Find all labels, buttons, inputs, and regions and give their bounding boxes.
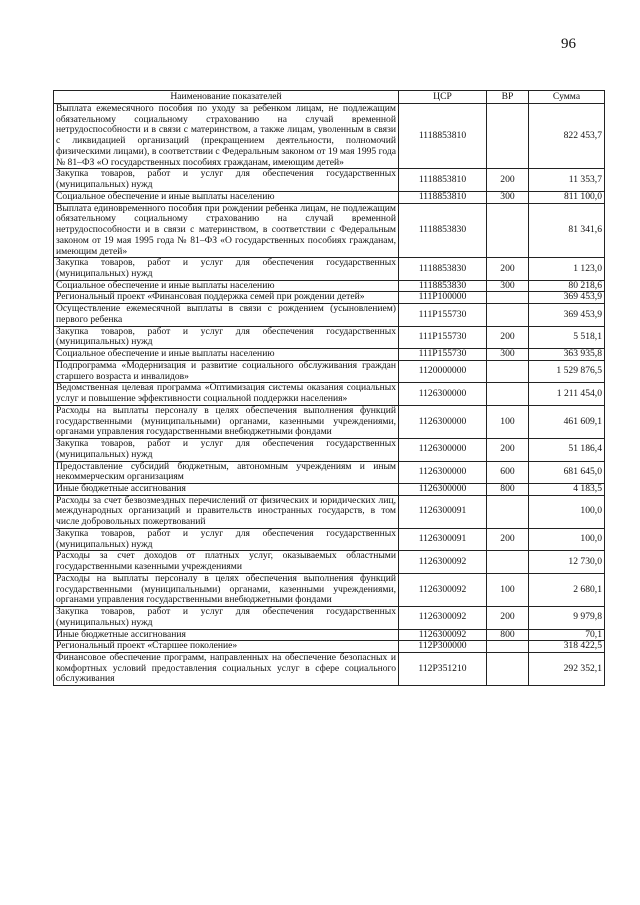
table-row <box>54 652 605 685</box>
table-header-row <box>54 91 605 104</box>
cell-name: Расходы за счет доходов от платных услуг, оказываемых областными государственными казенными учреждениями <box>54 551 399 573</box>
cell-vr: 800 <box>487 483 529 495</box>
cell-name: Закупка товаров, работ и услуг для обеспечения государственных (муниципальных) нужд <box>54 528 399 550</box>
cell-sum: 70,1 <box>529 629 605 641</box>
table-row <box>54 349 605 361</box>
cell-csr: 1118853810 <box>399 104 487 169</box>
cell-name: Ведомственная целевая программа «Оптимизация системы оказания социальных услуг и повышение эффективности социальной поддержки населения» <box>54 383 399 405</box>
cell-vr: 300 <box>487 349 529 361</box>
cell-csr: 1126300092 <box>399 629 487 641</box>
table-row <box>54 483 605 495</box>
table-row <box>54 104 605 169</box>
cell-name: Закупка товаров, работ и услуг для обеспечения государственных (муниципальных) нужд <box>54 169 399 191</box>
cell-csr: 111P155730 <box>399 304 487 326</box>
table-row <box>54 292 605 304</box>
cell-csr: 111P100000 <box>399 292 487 304</box>
cell-name: Иные бюджетные ассигнования <box>54 483 399 495</box>
table-row <box>54 258 605 280</box>
cell-sum: 318 422,5 <box>529 641 605 653</box>
header-vr: ВР <box>487 91 529 104</box>
cell-vr <box>487 304 529 326</box>
table-row <box>54 641 605 653</box>
cell-csr: 1126300092 <box>399 607 487 629</box>
cell-sum: 4 183,5 <box>529 483 605 495</box>
cell-csr: 111P155730 <box>399 349 487 361</box>
table-row <box>54 383 605 405</box>
cell-name: Осуществление ежемесячной выплаты в связи с рождением (усыновлением) первого ребенка <box>54 304 399 326</box>
cell-name: Выплата ежемесячного пособия по уходу за ребенком лицам, не подлежащим обязательному социальному страхованию на случай временной нетрудоспособности и в связи с материнством, а также лицам, уволенным в связи с ликвидацией организаций (прекращением деятельности, полномочий физическими лицами), в соответствии с Федеральным законом от 19 мая 1995 года № 81–ФЗ «О государственных пособиях гражданам, имеющим детей» <box>54 104 399 169</box>
cell-csr: 1118853830 <box>399 203 487 258</box>
cell-vr <box>487 292 529 304</box>
cell-csr: 1126300092 <box>399 551 487 573</box>
cell-vr: 100 <box>487 573 529 606</box>
cell-csr: 1126300091 <box>399 495 487 528</box>
cell-csr: 112P300000 <box>399 641 487 653</box>
cell-csr: 1118853810 <box>399 169 487 191</box>
cell-name: Закупка товаров, работ и услуг для обеспечения государственных (муниципальных) нужд <box>54 607 399 629</box>
cell-vr: 200 <box>487 607 529 629</box>
cell-sum: 81 341,6 <box>529 203 605 258</box>
cell-csr: 1126300091 <box>399 528 487 550</box>
table-row <box>54 573 605 606</box>
cell-sum: 1 123,0 <box>529 258 605 280</box>
cell-name: Закупка товаров, работ и услуг для обеспечения государственных (муниципальных) нужд <box>54 258 399 280</box>
cell-vr <box>487 641 529 653</box>
cell-sum: 80 218,6 <box>529 280 605 292</box>
table-row <box>54 629 605 641</box>
cell-csr: 1120000000 <box>399 360 487 382</box>
cell-name: Социальное обеспечение и иные выплаты населению <box>54 349 399 361</box>
table-row <box>54 405 605 438</box>
cell-csr: 1126300000 <box>399 405 487 438</box>
table-row <box>54 280 605 292</box>
cell-sum: 1 529 876,5 <box>529 360 605 382</box>
cell-sum: 100,0 <box>529 528 605 550</box>
cell-csr: 1126300000 <box>399 483 487 495</box>
cell-sum: 811 100,0 <box>529 191 605 203</box>
header-name: Наименование показателей <box>54 91 399 104</box>
cell-csr: 1126300000 <box>399 461 487 483</box>
cell-vr: 300 <box>487 191 529 203</box>
table-row <box>54 607 605 629</box>
cell-sum: 292 352,1 <box>529 652 605 685</box>
cell-vr <box>487 652 529 685</box>
cell-name: Иные бюджетные ассигнования <box>54 629 399 641</box>
cell-name: Выплата единовременного пособия при рождении ребенка лицам, не подлежащим обязательному социальному страхованию на случай временной нетрудоспособности и в связи с материнством, в соответствии с Федеральным законом от 19 мая 1995 года № 81–ФЗ «О государственных пособиях гражданам, имеющим детей» <box>54 203 399 258</box>
cell-vr <box>487 360 529 382</box>
cell-vr: 200 <box>487 528 529 550</box>
cell-csr: 1126300092 <box>399 573 487 606</box>
cell-name: Предоставление субсидий бюджетным, автономным учреждениям и иным некоммерческим организациям <box>54 461 399 483</box>
cell-vr: 200 <box>487 326 529 348</box>
cell-csr: 1118853830 <box>399 280 487 292</box>
cell-name: Подпрограмма «Модернизация и развитие социального обслуживания граждан старшего возраста и инвалидов» <box>54 360 399 382</box>
table-row <box>54 528 605 550</box>
table-body <box>54 104 605 686</box>
cell-csr: 1126300000 <box>399 383 487 405</box>
cell-vr: 200 <box>487 439 529 461</box>
cell-sum: 51 186,4 <box>529 439 605 461</box>
cell-name: Финансовое обеспечение программ, направленных на обеспечение безопасных и комфортных условий предоставления социальных услуг в сфере социального обслуживания <box>54 652 399 685</box>
cell-vr: 600 <box>487 461 529 483</box>
cell-sum: 363 935,8 <box>529 349 605 361</box>
cell-vr: 800 <box>487 629 529 641</box>
cell-vr: 100 <box>487 405 529 438</box>
cell-name: Региональный проект «Финансовая поддержка семей при рождении детей» <box>54 292 399 304</box>
table-row <box>54 360 605 382</box>
cell-sum: 461 609,1 <box>529 405 605 438</box>
cell-name: Расходы на выплаты персоналу в целях обеспечения выполнения функций государственными (муниципальными) органами, казенными учреждениями, органами управления государственными внебюджетными фондами <box>54 405 399 438</box>
cell-vr <box>487 203 529 258</box>
cell-vr <box>487 104 529 169</box>
cell-name: Закупка товаров, работ и услуг для обеспечения государственных (муниципальных) нужд <box>54 439 399 461</box>
cell-sum: 5 518,1 <box>529 326 605 348</box>
cell-sum: 369 453,9 <box>529 304 605 326</box>
cell-sum: 822 453,7 <box>529 104 605 169</box>
cell-name: Социальное обеспечение и иные выплаты населению <box>54 191 399 203</box>
cell-sum: 681 645,0 <box>529 461 605 483</box>
cell-vr <box>487 495 529 528</box>
cell-csr: 111P155730 <box>399 326 487 348</box>
table-row <box>54 439 605 461</box>
cell-sum: 9 979,8 <box>529 607 605 629</box>
cell-sum: 369 453,9 <box>529 292 605 304</box>
cell-csr: 1126300000 <box>399 439 487 461</box>
table-row <box>54 304 605 326</box>
cell-vr: 200 <box>487 258 529 280</box>
cell-sum: 2 680,1 <box>529 573 605 606</box>
cell-name: Региональный проект «Старшее поколение» <box>54 641 399 653</box>
budget-table <box>53 90 605 686</box>
cell-name: Социальное обеспечение и иные выплаты населению <box>54 280 399 292</box>
table-row <box>54 169 605 191</box>
cell-name: Расходы на выплаты персоналу в целях обеспечения выполнения функций государственными (муниципальными) органами, казенными учреждениями, органами управления государственными внебюджетными фондами <box>54 573 399 606</box>
cell-name: Расходы за счет безвозмездных перечислений от физических и юридических лиц, международных организаций и правительств иностранных государств, в том числе добровольных пожертвований <box>54 495 399 528</box>
header-sum: Сумма <box>529 91 605 104</box>
cell-sum: 11 353,7 <box>529 169 605 191</box>
table-row <box>54 203 605 258</box>
cell-sum: 1 211 454,0 <box>529 383 605 405</box>
page-number: 96 <box>561 36 576 52</box>
cell-name: Закупка товаров, работ и услуг для обеспечения государственных (муниципальных) нужд <box>54 326 399 348</box>
table-row <box>54 495 605 528</box>
table-row <box>54 461 605 483</box>
cell-vr: 300 <box>487 280 529 292</box>
cell-vr <box>487 551 529 573</box>
cell-vr: 200 <box>487 169 529 191</box>
table-row <box>54 551 605 573</box>
cell-csr: 112P351210 <box>399 652 487 685</box>
cell-csr: 1118853810 <box>399 191 487 203</box>
cell-sum: 100,0 <box>529 495 605 528</box>
cell-vr <box>487 383 529 405</box>
cell-sum: 12 730,0 <box>529 551 605 573</box>
table-row <box>54 326 605 348</box>
table-row <box>54 191 605 203</box>
header-csr: ЦСР <box>399 91 487 104</box>
cell-csr: 1118853830 <box>399 258 487 280</box>
